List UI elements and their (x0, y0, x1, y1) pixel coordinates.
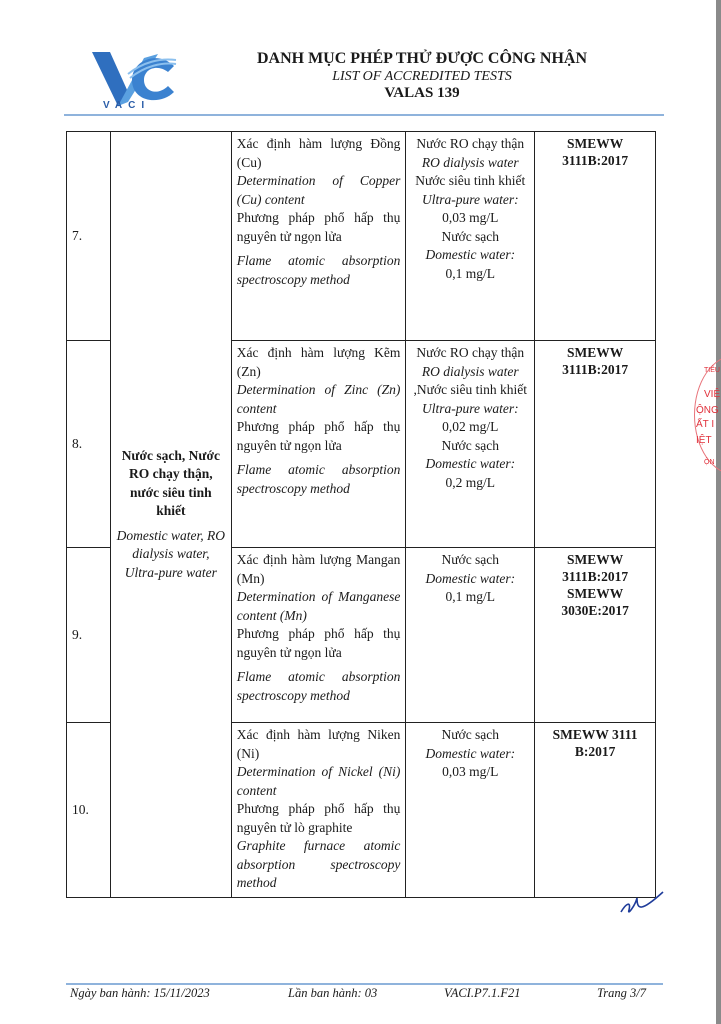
standard-text: 3111B:2017 (562, 362, 629, 377)
page-edge (716, 0, 721, 1024)
stamp-text: ỘN (704, 459, 715, 466)
method-vi: Phương pháp phổ hấp thụ nguyên tử lò graphite (236, 801, 401, 835)
range-text: Nước sạch (441, 727, 500, 742)
stamp-text: TIÊU (704, 367, 720, 374)
test-vi: Xác định hàm lượng Mangan (Mn) (236, 552, 401, 586)
footer-rule (66, 983, 663, 985)
standard-cell (535, 132, 656, 341)
test-en: Determination of Zinc (Zn) content (236, 382, 401, 416)
standard-text: SMEWW (566, 552, 624, 567)
range-cell (406, 723, 535, 898)
test-vi: Xác định hàm lượng Đồng (Cu) (236, 136, 401, 170)
form-code: VACI.P7.1.F21 (444, 986, 521, 1000)
issue-date: Ngày ban hành: 15/11/2023 (70, 986, 210, 1000)
standard-cell (535, 341, 656, 548)
test-cell (231, 132, 406, 341)
method-vi: Phương pháp phổ hấp thụ nguyên tử ngọn lửa (236, 419, 401, 453)
range-text: RO dialysis water (421, 363, 519, 379)
standard-text: SMEWW (566, 136, 624, 151)
standard-cell (535, 723, 656, 898)
revision: Lần ban hành: 03 (288, 986, 378, 1000)
test-vi: Xác định hàm lượng Kẽm (Zn) (236, 345, 401, 379)
method-vi: Phương pháp phổ hấp thụ nguyên tử ngọn lửa (236, 210, 401, 244)
table-row (67, 132, 656, 341)
method-en: Flame atomic absorption spectroscopy method (236, 253, 401, 287)
range-text: Nước RO chạy thận (416, 136, 525, 151)
test-cell (231, 548, 406, 723)
test-en: Determination of Manganese content (Mn) (236, 589, 401, 623)
range-text: Domestic water: (425, 247, 516, 262)
range-text: 0,02 mg/L (442, 419, 499, 434)
document-header (200, 50, 644, 102)
test-vi: Xác định hàm lượng Niken (Ni) (236, 727, 401, 761)
signature (617, 888, 667, 918)
red-stamp (690, 355, 721, 475)
test-en: Determination of Copper (Cu) content (236, 173, 401, 207)
page-number: Trang 3/7 (597, 986, 646, 1000)
method-vi: Phương pháp phổ hấp thụ nguyên tử ngọn lửa (236, 626, 401, 660)
matrix-vi: Nước sạch, Nước RO chạy thận, nước siêu tinh khiết (121, 447, 220, 519)
matrix-cell (110, 132, 231, 898)
range-text: 0,03 mg/L (442, 210, 499, 225)
standard-text: SMEWW (566, 586, 624, 601)
row-number: 10. (67, 723, 111, 898)
matrix-en: Domestic water, RO dialysis water, Ultra-pure water (116, 527, 226, 580)
range-text: ,Nước siêu tinh khiết (413, 382, 527, 397)
range-text: RO dialysis water (421, 154, 519, 170)
logo-text: VACI (103, 100, 151, 111)
range-text: Nước RO chạy thận (416, 345, 525, 360)
title-vi: DANH MỤC PHÉP THỬ ĐƯỢC CÔNG NHẬN (256, 50, 588, 67)
range-text: Domestic water: (425, 456, 516, 471)
test-en: Determination of Nickel (Ni) content (236, 764, 401, 798)
standard-text: 3030E:2017 (561, 603, 629, 618)
stamp-text: ỘNG (696, 405, 719, 416)
stamp-text: IỆT (696, 435, 712, 446)
test-cell (231, 723, 406, 898)
standard-text: SMEWW 3111 (552, 727, 638, 742)
stamp-text: VIỆ (704, 389, 721, 400)
standard-text: SMEWW (566, 345, 624, 360)
range-text: Domestic water: (425, 745, 516, 761)
range-cell (406, 548, 535, 723)
accredited-tests-table (66, 131, 656, 898)
range-text: 0,2 mg/L (445, 474, 496, 490)
standard-text: B:2017 (574, 744, 616, 759)
range-text: 0,1 mg/L (445, 589, 496, 604)
range-text: Ultra-pure water: (421, 400, 519, 416)
row-number: 7. (67, 132, 111, 341)
method-en: Flame atomic absorption spectroscopy method (236, 669, 401, 703)
range-cell (406, 132, 535, 341)
method-en: Flame atomic absorption spectroscopy method (236, 462, 401, 496)
title-en: LIST OF ACCREDITED TESTS (332, 69, 512, 84)
range-text: 0,1 mg/L (445, 265, 496, 281)
method-en: Graphite furnace atomic absorption spectroscopy method (236, 838, 401, 890)
range-text: Nước sạch (441, 552, 500, 567)
standard-text: 3111B:2017 (562, 569, 629, 584)
range-text: Nước sạch (441, 228, 500, 244)
stamp-text: ẤT I (696, 419, 715, 430)
range-text: Nước sạch (441, 437, 500, 453)
range-text: Nước siêu tinh khiết (415, 173, 526, 188)
range-text: 0,03 mg/L (442, 764, 499, 779)
standard-text: 3111B:2017 (562, 153, 629, 168)
range-cell (406, 341, 535, 548)
test-cell (231, 341, 406, 548)
row-number: 8. (67, 341, 111, 548)
standard-cell (535, 548, 656, 723)
header-rule (64, 114, 664, 116)
accreditation-code: VALAS 139 (384, 85, 460, 101)
range-text: Ultra-pure water: (421, 191, 519, 207)
row-number: 9. (67, 548, 111, 723)
range-text: Domestic water: (425, 570, 516, 586)
